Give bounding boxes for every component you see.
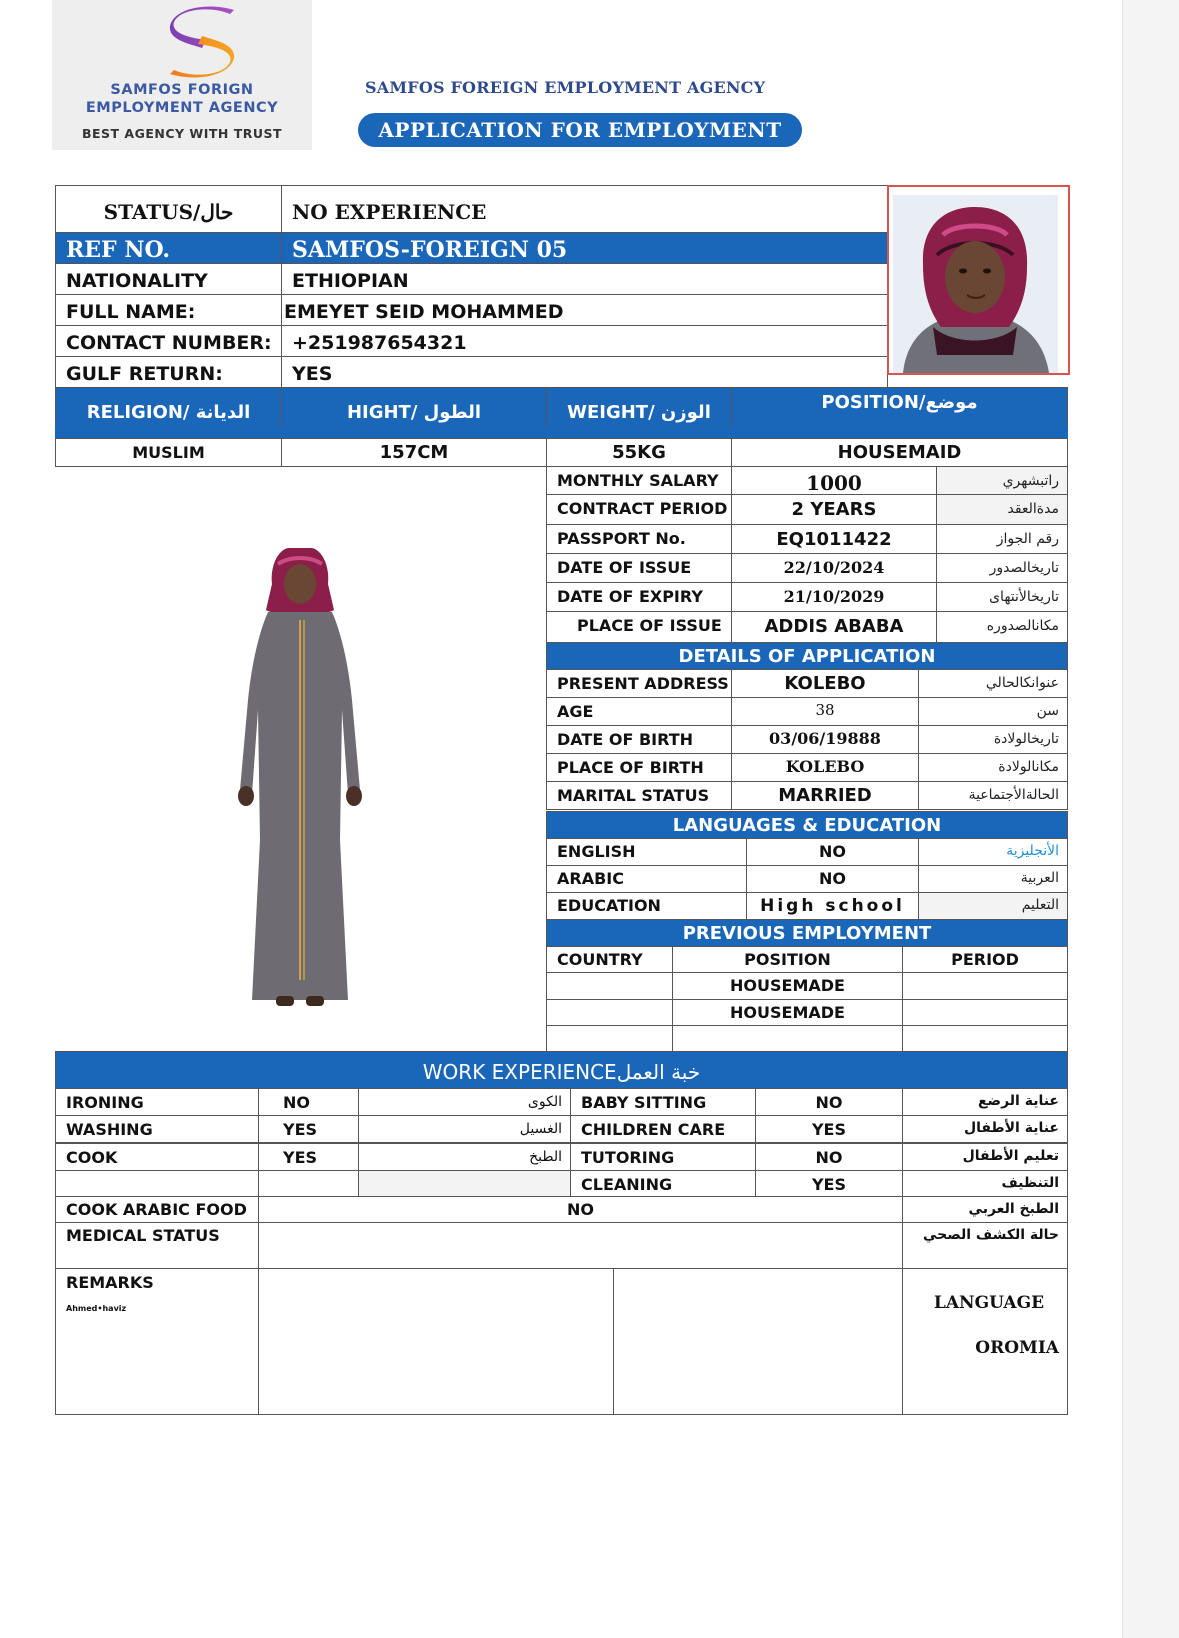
details-arabic: تاريخالولادة bbox=[918, 725, 1068, 754]
religion-value: MUSLIM bbox=[55, 438, 282, 467]
details-label: MARITAL STATUS bbox=[546, 781, 732, 810]
work-right-value: YES bbox=[755, 1115, 903, 1143]
details-label: PLACE OF BIRTH bbox=[546, 753, 732, 782]
details-value: KOLEBO bbox=[731, 669, 919, 698]
work-right-arabic: عناية الأطفال bbox=[902, 1115, 1068, 1143]
work-right-label: CLEANING bbox=[570, 1170, 756, 1198]
work-left-value bbox=[258, 1170, 359, 1198]
details-value: 03/06/19888 bbox=[731, 725, 919, 754]
details-header: DETAILS OF APPLICATION bbox=[546, 642, 1068, 670]
prev-position bbox=[672, 1025, 903, 1053]
language-label: ENGLISH bbox=[546, 838, 747, 866]
work-left-arabic bbox=[358, 1170, 571, 1198]
contract-label: DATE OF ISSUE bbox=[546, 553, 732, 583]
logo-text-line1: SAMFOS FORIGN bbox=[110, 82, 254, 98]
work-left-value: YES bbox=[258, 1143, 359, 1171]
language-value: High school bbox=[746, 892, 919, 920]
language-cell bbox=[902, 1268, 1068, 1415]
language-label: EDUCATION bbox=[546, 892, 747, 920]
fullname-label: FULL NAME: bbox=[55, 294, 282, 326]
work-left-arabic: الكوى bbox=[358, 1088, 571, 1116]
details-value: 38 bbox=[731, 697, 919, 726]
logo-tagline: BEST AGENCY WITH TRUST bbox=[81, 126, 283, 141]
language-label: ARABIC bbox=[546, 865, 747, 893]
portrait-icon bbox=[893, 195, 1058, 373]
contact-value: +251987654321 bbox=[281, 325, 888, 357]
work-right-arabic: التنظيف bbox=[902, 1170, 1068, 1198]
details-arabic: الحالةالأجتماعية bbox=[918, 781, 1068, 810]
work-right-value: YES bbox=[755, 1170, 903, 1198]
work-left-arabic: الغسيل bbox=[358, 1115, 571, 1143]
prev-col-position: POSITION bbox=[672, 946, 903, 973]
contract-arabic: تاريخالصدور bbox=[936, 553, 1068, 583]
work-left-label: IRONING bbox=[55, 1088, 259, 1116]
page-edge bbox=[1122, 0, 1179, 1638]
agency-name: SAMFOS FOREIGN EMPLOYMENT AGENCY bbox=[365, 78, 766, 97]
position-value: HOUSEMAID bbox=[731, 438, 1068, 467]
medical-status-arabic: حالة الكشف الصحي bbox=[902, 1222, 1068, 1269]
work-right-value: NO bbox=[755, 1143, 903, 1171]
prev-period bbox=[902, 972, 1068, 1000]
languages-header: LANGUAGES & EDUCATION bbox=[546, 811, 1068, 839]
details-value: KOLEBO bbox=[731, 753, 919, 782]
cook-arabic-arabic: الطبخ العربي bbox=[902, 1196, 1068, 1223]
contract-label: PLACE OF ISSUE bbox=[546, 611, 732, 643]
prev-position: HOUSEMADE bbox=[672, 999, 903, 1027]
contract-label: CONTRACT PERIOD bbox=[546, 494, 732, 525]
prev-country bbox=[546, 999, 673, 1027]
contract-value: 21/10/2029 bbox=[731, 582, 937, 612]
gulf-return-label: GULF RETURN: bbox=[55, 356, 282, 388]
details-label: PRESENT ADDRESS bbox=[546, 669, 732, 698]
prev-period bbox=[902, 999, 1068, 1027]
nationality-value: ETHIOPIAN bbox=[281, 263, 888, 295]
nationality-label: NATIONALITY bbox=[55, 263, 282, 295]
fullname-value: EMEYET SEID MOHAMMED bbox=[281, 294, 888, 326]
contract-label: MONTHLY SALARY bbox=[546, 466, 732, 495]
language-value: NO bbox=[746, 865, 919, 893]
height-header: HIGHT/ الطول bbox=[281, 387, 547, 439]
contract-label: PASSPORT No. bbox=[546, 524, 732, 554]
ref-label: REF NO. bbox=[55, 232, 282, 264]
language-value: OROMIA bbox=[975, 1338, 1059, 1358]
work-left-label: COOK bbox=[55, 1143, 259, 1171]
religion-header: RELIGION/ الديانة bbox=[55, 387, 282, 439]
language-label: LANGUAGE bbox=[933, 1293, 1045, 1313]
work-right-label: CHILDREN CARE bbox=[570, 1115, 756, 1143]
work-left-value: NO bbox=[258, 1088, 359, 1116]
prev-period bbox=[902, 1025, 1068, 1053]
previous-employment-header: PREVIOUS EMPLOYMENT bbox=[546, 919, 1068, 947]
remarks-cell-1 bbox=[258, 1268, 614, 1415]
language-arabic: التعليم bbox=[918, 892, 1068, 920]
status-label: STATUS/حال bbox=[55, 185, 282, 233]
language-arabic: الأنجليزية bbox=[918, 838, 1068, 866]
prev-country bbox=[546, 972, 673, 1000]
ref-value: SAMFOS-FOREIGN 05 bbox=[281, 232, 888, 264]
contract-label: DATE OF EXPIRY bbox=[546, 582, 732, 612]
medical-status-label: MEDICAL STATUS bbox=[55, 1222, 259, 1269]
details-arabic: مكانالولادة bbox=[918, 753, 1068, 782]
language-arabic: العربية bbox=[918, 865, 1068, 893]
cook-arabic-value: NO bbox=[258, 1196, 903, 1223]
work-left-label bbox=[55, 1170, 259, 1198]
status-value: NO EXPERIENCE bbox=[281, 185, 888, 233]
prev-col-period: PERIOD bbox=[902, 946, 1068, 973]
gulf-return-value: YES bbox=[281, 356, 888, 388]
work-right-arabic: عناية الرضع bbox=[902, 1088, 1068, 1116]
full-body-photo bbox=[230, 540, 370, 1010]
contract-arabic: راتبشهري bbox=[936, 466, 1068, 495]
contract-value: 22/10/2024 bbox=[731, 553, 937, 583]
form-title: APPLICATION FOR EMPLOYMENT bbox=[358, 113, 802, 147]
prev-position: HOUSEMADE bbox=[672, 972, 903, 1000]
logo-text-line2: EMPLOYMENT AGENCY bbox=[85, 100, 279, 116]
remarks-label-text: REMARKS bbox=[66, 1273, 154, 1292]
work-right-label: TUTORING bbox=[570, 1143, 756, 1171]
work-right-value: NO bbox=[755, 1088, 903, 1116]
details-value: MARRIED bbox=[731, 781, 919, 810]
height-value: 157CM bbox=[281, 438, 547, 467]
weight-header: WEIGHT/ الوزن bbox=[546, 387, 732, 439]
work-left-arabic: الطبخ bbox=[358, 1143, 571, 1171]
remarks-signature: Ahmed•haviz bbox=[66, 1304, 127, 1313]
weight-value: 55KG bbox=[546, 438, 732, 467]
passport-photo bbox=[887, 185, 1070, 375]
remarks-cell-2 bbox=[613, 1268, 903, 1415]
work-right-arabic: تعليم الأطفال bbox=[902, 1143, 1068, 1171]
work-experience-header: WORK EXPERIENCEخبة العمل bbox=[55, 1051, 1068, 1089]
language-value: NO bbox=[746, 838, 919, 866]
contract-value: 2 YEARS bbox=[731, 494, 937, 525]
contract-value: 1000 bbox=[731, 466, 937, 495]
contract-arabic: رقم الجواز bbox=[936, 524, 1068, 554]
samfos-s-logo-icon bbox=[162, 4, 242, 80]
work-left-value: YES bbox=[258, 1115, 359, 1143]
contract-arabic: مدةالعقد bbox=[936, 494, 1068, 525]
contact-label: CONTACT NUMBER: bbox=[55, 325, 282, 357]
medical-status-value bbox=[258, 1222, 903, 1269]
contract-arabic: مكانالصدوره bbox=[936, 611, 1068, 643]
contract-value: ADDIS ABABA bbox=[731, 611, 937, 643]
work-left-label: WASHING bbox=[55, 1115, 259, 1143]
details-arabic: عنوانكالحالي bbox=[918, 669, 1068, 698]
agency-logo bbox=[52, 0, 312, 150]
prev-country bbox=[546, 1025, 673, 1053]
cook-arabic-label: COOK ARABIC FOOD bbox=[55, 1196, 259, 1223]
remarks-label bbox=[55, 1268, 259, 1415]
contract-value: EQ1011422 bbox=[731, 524, 937, 554]
prev-col-country: COUNTRY bbox=[546, 946, 673, 973]
details-label: AGE bbox=[546, 697, 732, 726]
details-label: DATE OF BIRTH bbox=[546, 725, 732, 754]
contract-arabic: تاريخالأنتهاى bbox=[936, 582, 1068, 612]
details-arabic: سن bbox=[918, 697, 1068, 726]
work-right-label: BABY SITTING bbox=[570, 1088, 756, 1116]
position-header: POSITION/موضع bbox=[731, 387, 1068, 439]
